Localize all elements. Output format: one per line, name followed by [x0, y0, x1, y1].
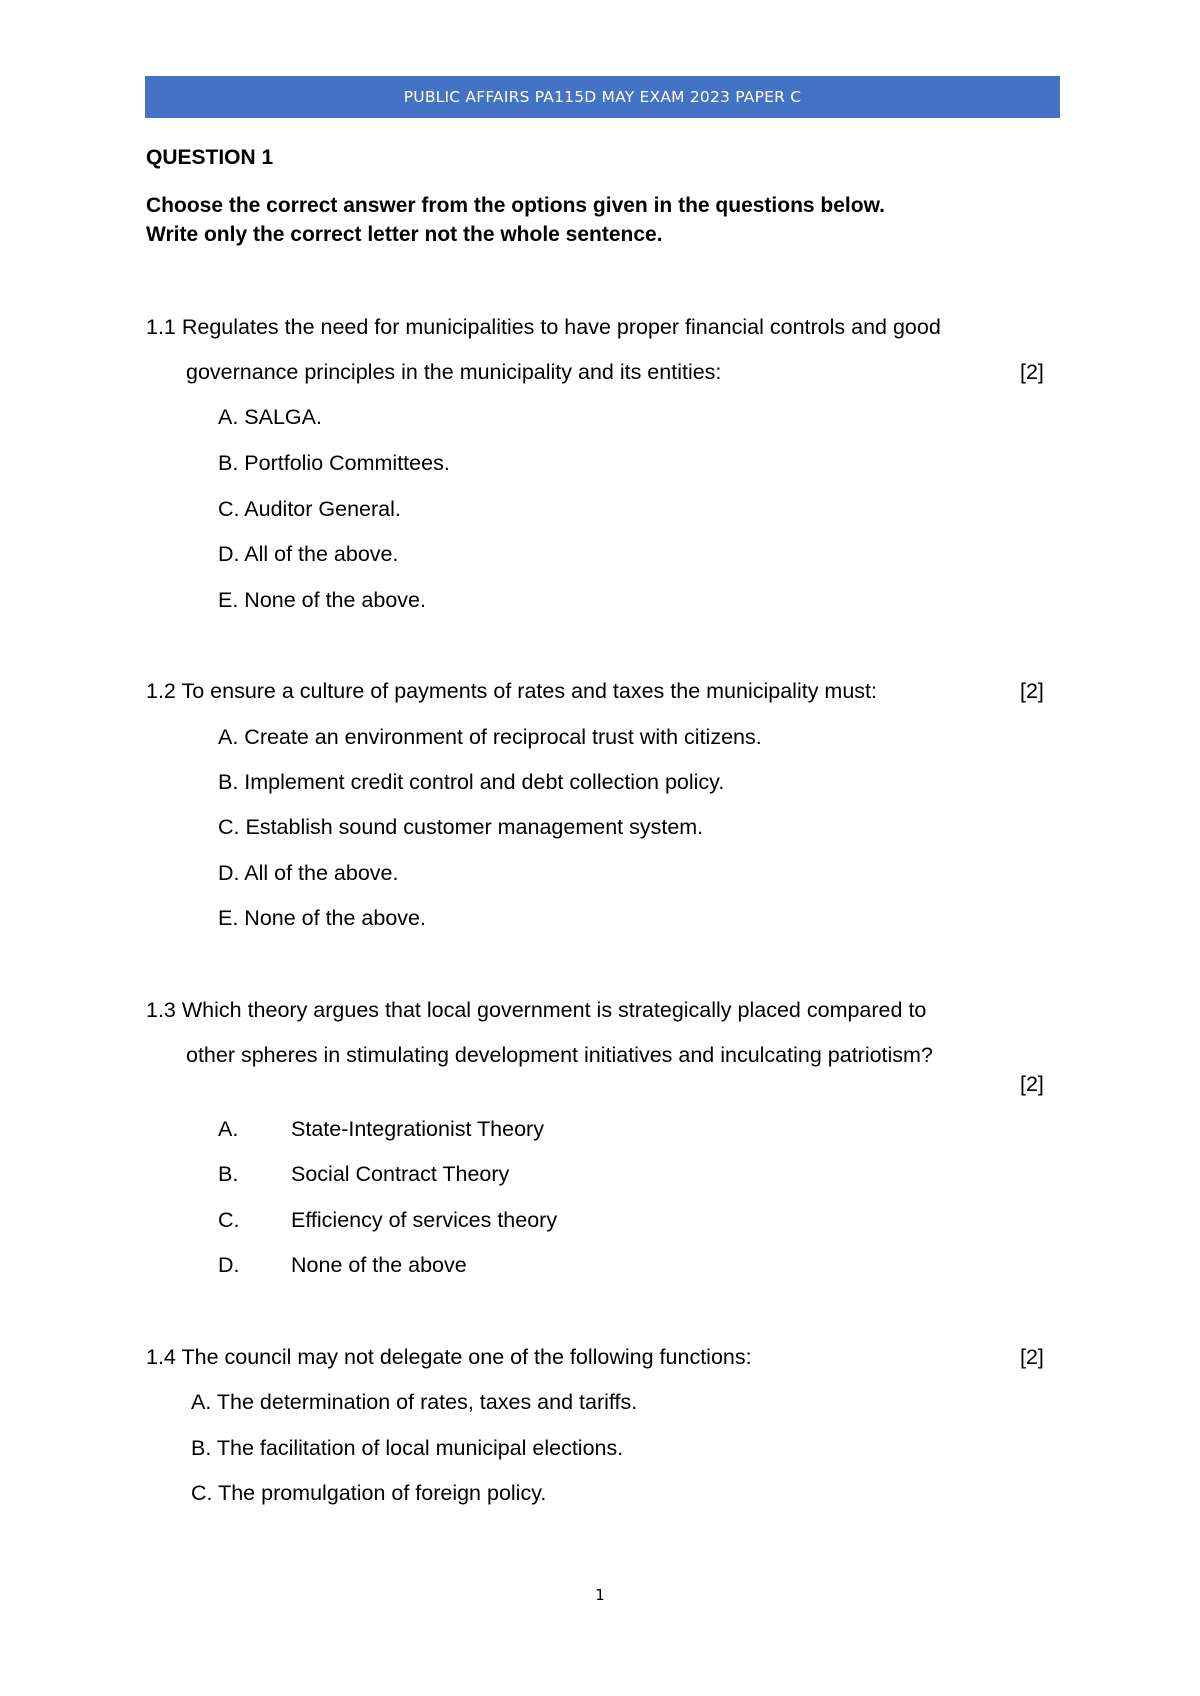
- item-1-2-marks: [2]: [1020, 679, 1044, 703]
- header-title: PUBLIC AFFAIRS PA115D MAY EXAM 2023 PAPER C: [403, 88, 802, 106]
- item-1-2-option-e: E. None of the above.: [218, 906, 426, 930]
- item-1-1-option-e: E. None of the above.: [218, 588, 426, 612]
- item-1-1-option-d: D. All of the above.: [218, 542, 399, 566]
- item-1-1-stem: 1.1 Regulates the need for municipalities to have proper financial controls and good: [146, 315, 941, 339]
- instruction-line: Choose the correct answer from the options given in the questions below.: [146, 194, 885, 217]
- question-heading: QUESTION 1: [146, 146, 274, 169]
- item-1-3-option-c-letter: C.: [218, 1208, 240, 1232]
- item-1-3-option-a-letter: A.: [218, 1117, 239, 1141]
- item-1-4-option-c: C. The promulgation of foreign policy.: [191, 1481, 547, 1505]
- instruction-line: Write only the correct letter not the whole sentence.: [146, 223, 663, 246]
- item-1-2-option-d: D. All of the above.: [218, 861, 399, 885]
- document-header: [145, 76, 1060, 118]
- item-1-2-option-c: C. Establish sound customer management system.: [218, 815, 704, 839]
- item-1-4-option-a: A. The determination of rates, taxes and tariffs.: [191, 1390, 638, 1414]
- item-1-3-option-d-letter: D.: [218, 1253, 240, 1277]
- item-1-1-option-c: C. Auditor General.: [218, 497, 401, 521]
- page-number: 1: [595, 1586, 605, 1604]
- item-1-1-marks: [2]: [1020, 360, 1044, 384]
- item-1-4-marks: [2]: [1020, 1345, 1044, 1369]
- item-1-3-marks: [2]: [1020, 1072, 1044, 1096]
- item-1-3-stem-cont: other spheres in stimulating development initiatives and inculcating patriotism?: [186, 1043, 933, 1067]
- item-1-2-option-a: A. Create an environment of reciprocal trust with citizens.: [218, 725, 762, 749]
- item-1-3-option-b-text: Social Contract Theory: [291, 1162, 510, 1186]
- question-instruction: [146, 191, 885, 249]
- item-1-3-stem: 1.3 Which theory argues that local government is strategically placed compared to: [146, 998, 927, 1022]
- item-1-1-option-b: B. Portfolio Committees.: [218, 451, 450, 475]
- item-1-2-stem: 1.2 To ensure a culture of payments of rates and taxes the municipality must:: [146, 679, 877, 703]
- item-1-4-option-b: B. The facilitation of local municipal elections.: [191, 1436, 624, 1460]
- item-1-4-stem: 1.4 The council may not delegate one of the following functions:: [146, 1345, 752, 1369]
- item-1-1-option-a: A. SALGA.: [218, 405, 322, 429]
- item-1-3-option-c-text: Efficiency of services theory: [291, 1208, 558, 1232]
- item-1-3-option-a-text: State-Integrationist Theory: [291, 1117, 544, 1141]
- item-1-3-option-d-text: None of the above: [291, 1253, 467, 1277]
- item-1-1-stem-cont: governance principles in the municipality and its entities:: [186, 360, 722, 384]
- item-1-2-option-b: B. Implement credit control and debt collection policy.: [218, 770, 725, 794]
- item-1-3-option-b-letter: B.: [218, 1162, 239, 1186]
